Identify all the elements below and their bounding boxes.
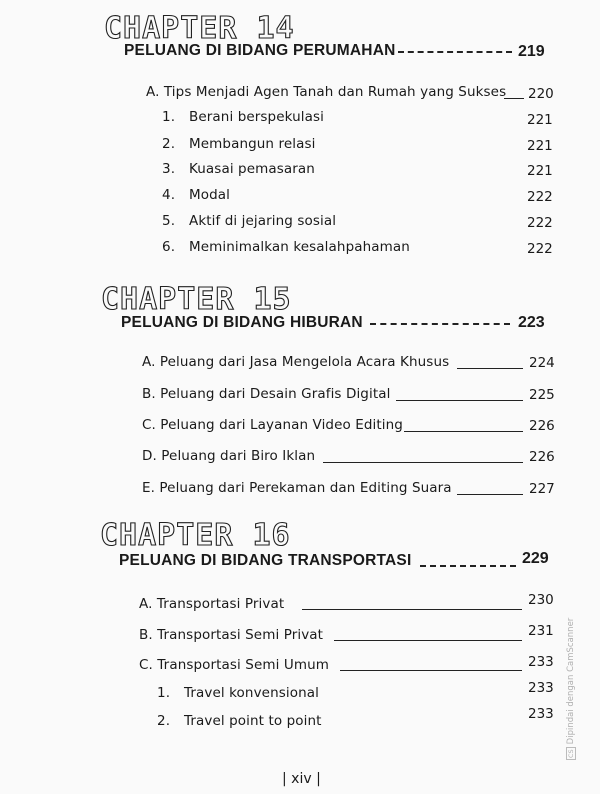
camscanner-logo-icon: CS — [567, 749, 575, 758]
chapter-16-section-b-page: 231 — [528, 623, 554, 639]
chapter-16-page: 229 — [522, 550, 549, 567]
chapter-14-item-2-page: 221 — [527, 138, 553, 154]
chapter-16-section-b-leader — [334, 640, 522, 641]
chapter-15-section-a-page: 224 — [529, 355, 555, 371]
chapter-15-section-e-page: 227 — [529, 481, 555, 497]
chapter-16-section-a: A. Transportasi Privat — [139, 596, 285, 612]
chapter-15-section-c: C. Peluang dari Layanan Video Editing — [142, 417, 403, 433]
chapter-16-section-a-page: 230 — [528, 592, 554, 608]
chapter-16-section-a-leader — [302, 609, 522, 610]
chapter-16-item-1-num: 1. — [157, 685, 171, 701]
chapter-16-heading: CHAPTER 16 — [100, 518, 291, 553]
chapter-15-section-c-page: 226 — [529, 418, 555, 434]
chapter-15-section-d: D. Peluang dari Biro Iklan — [142, 448, 316, 464]
scanner-watermark-text: Dipindai dengan CamScanner — [566, 617, 576, 745]
chapter-16-section-b: B. Transportasi Semi Privat — [139, 627, 324, 643]
chapter-14-page: 219 — [518, 43, 545, 60]
chapter-14-leader — [398, 51, 512, 53]
chapter-14-item-4-num: 4. — [162, 187, 176, 203]
chapter-15-section-b: B. Peluang dari Desain Grafis Digital — [142, 386, 391, 402]
chapter-15-section-c-leader — [404, 431, 523, 432]
chapter-14-item-1-text: Berani berspekulasi — [189, 109, 324, 125]
chapter-14-item-5-num: 5. — [162, 213, 176, 229]
chapter-16-title: PELUANG DI BIDANG TRANSPORTASI — [119, 552, 412, 569]
page-number-footer: | xiv | — [282, 771, 321, 787]
chapter-14-item-2-num: 2. — [162, 136, 176, 152]
chapter-14-section-a-page: 220 — [528, 86, 554, 102]
chapter-15-section-e: E. Peluang dari Perekaman dan Editing Suara — [142, 480, 452, 496]
chapter-15-section-a: A. Peluang dari Jasa Mengelola Acara Khusus — [142, 354, 450, 370]
chapter-16-item-2-num: 2. — [157, 713, 171, 729]
chapter-14-item-6-num: 6. — [162, 239, 176, 255]
chapter-15-title: PELUANG DI BIDANG HIBURAN — [121, 314, 363, 331]
chapter-14-item-1-num: 1. — [162, 109, 176, 125]
chapter-15-section-d-page: 226 — [529, 449, 555, 465]
chapter-15-section-a-leader — [457, 368, 523, 369]
chapter-14-item-4-text: Modal — [189, 187, 230, 203]
chapter-16-item-1-page: 233 — [528, 680, 554, 696]
chapter-14-item-2-text: Membangun relasi — [189, 136, 316, 152]
chapter-14-item-1-page: 221 — [527, 112, 553, 128]
chapter-16-leader — [420, 565, 516, 567]
chapter-14-section-a-leader — [504, 98, 524, 99]
chapter-15-page: 223 — [518, 314, 545, 331]
chapter-14-item-6-text: Meminimalkan kesalahpahaman — [189, 239, 410, 255]
chapter-14-item-6-page: 222 — [527, 241, 553, 257]
chapter-16-item-2-page: 233 — [528, 706, 554, 722]
chapter-15-heading: CHAPTER 15 — [101, 282, 292, 317]
chapter-14-item-3-num: 3. — [162, 161, 176, 177]
chapter-16-item-2-text: Travel point to point — [184, 713, 322, 729]
chapter-14-item-5-page: 222 — [527, 215, 553, 231]
chapter-14-section-a: A. Tips Menjadi Agen Tanah dan Rumah yang Sukses — [146, 84, 507, 100]
chapter-14-item-3-text: Kuasai pemasaran — [189, 161, 315, 177]
chapter-16-item-1-text: Travel konvensional — [184, 685, 319, 701]
chapter-15-section-b-leader — [396, 400, 523, 401]
chapter-14-heading: CHAPTER 14 — [104, 11, 295, 46]
scanner-watermark — [566, 618, 576, 760]
chapter-16-section-c: C. Transportasi Semi Umum — [139, 657, 330, 673]
chapter-16-section-c-leader — [340, 670, 522, 671]
chapter-15-section-d-leader — [323, 462, 523, 463]
chapter-15-section-b-page: 225 — [529, 387, 555, 403]
chapter-14-item-3-page: 221 — [527, 163, 553, 179]
chapter-14-item-4-page: 222 — [527, 189, 553, 205]
chapter-14-title: PELUANG DI BIDANG PERUMAHAN — [124, 42, 396, 59]
chapter-15-section-e-leader — [457, 494, 523, 495]
chapter-16-section-c-page: 233 — [528, 654, 554, 670]
chapter-15-leader — [370, 323, 510, 325]
chapter-14-item-5-text: Aktif di jejaring sosial — [189, 213, 337, 229]
